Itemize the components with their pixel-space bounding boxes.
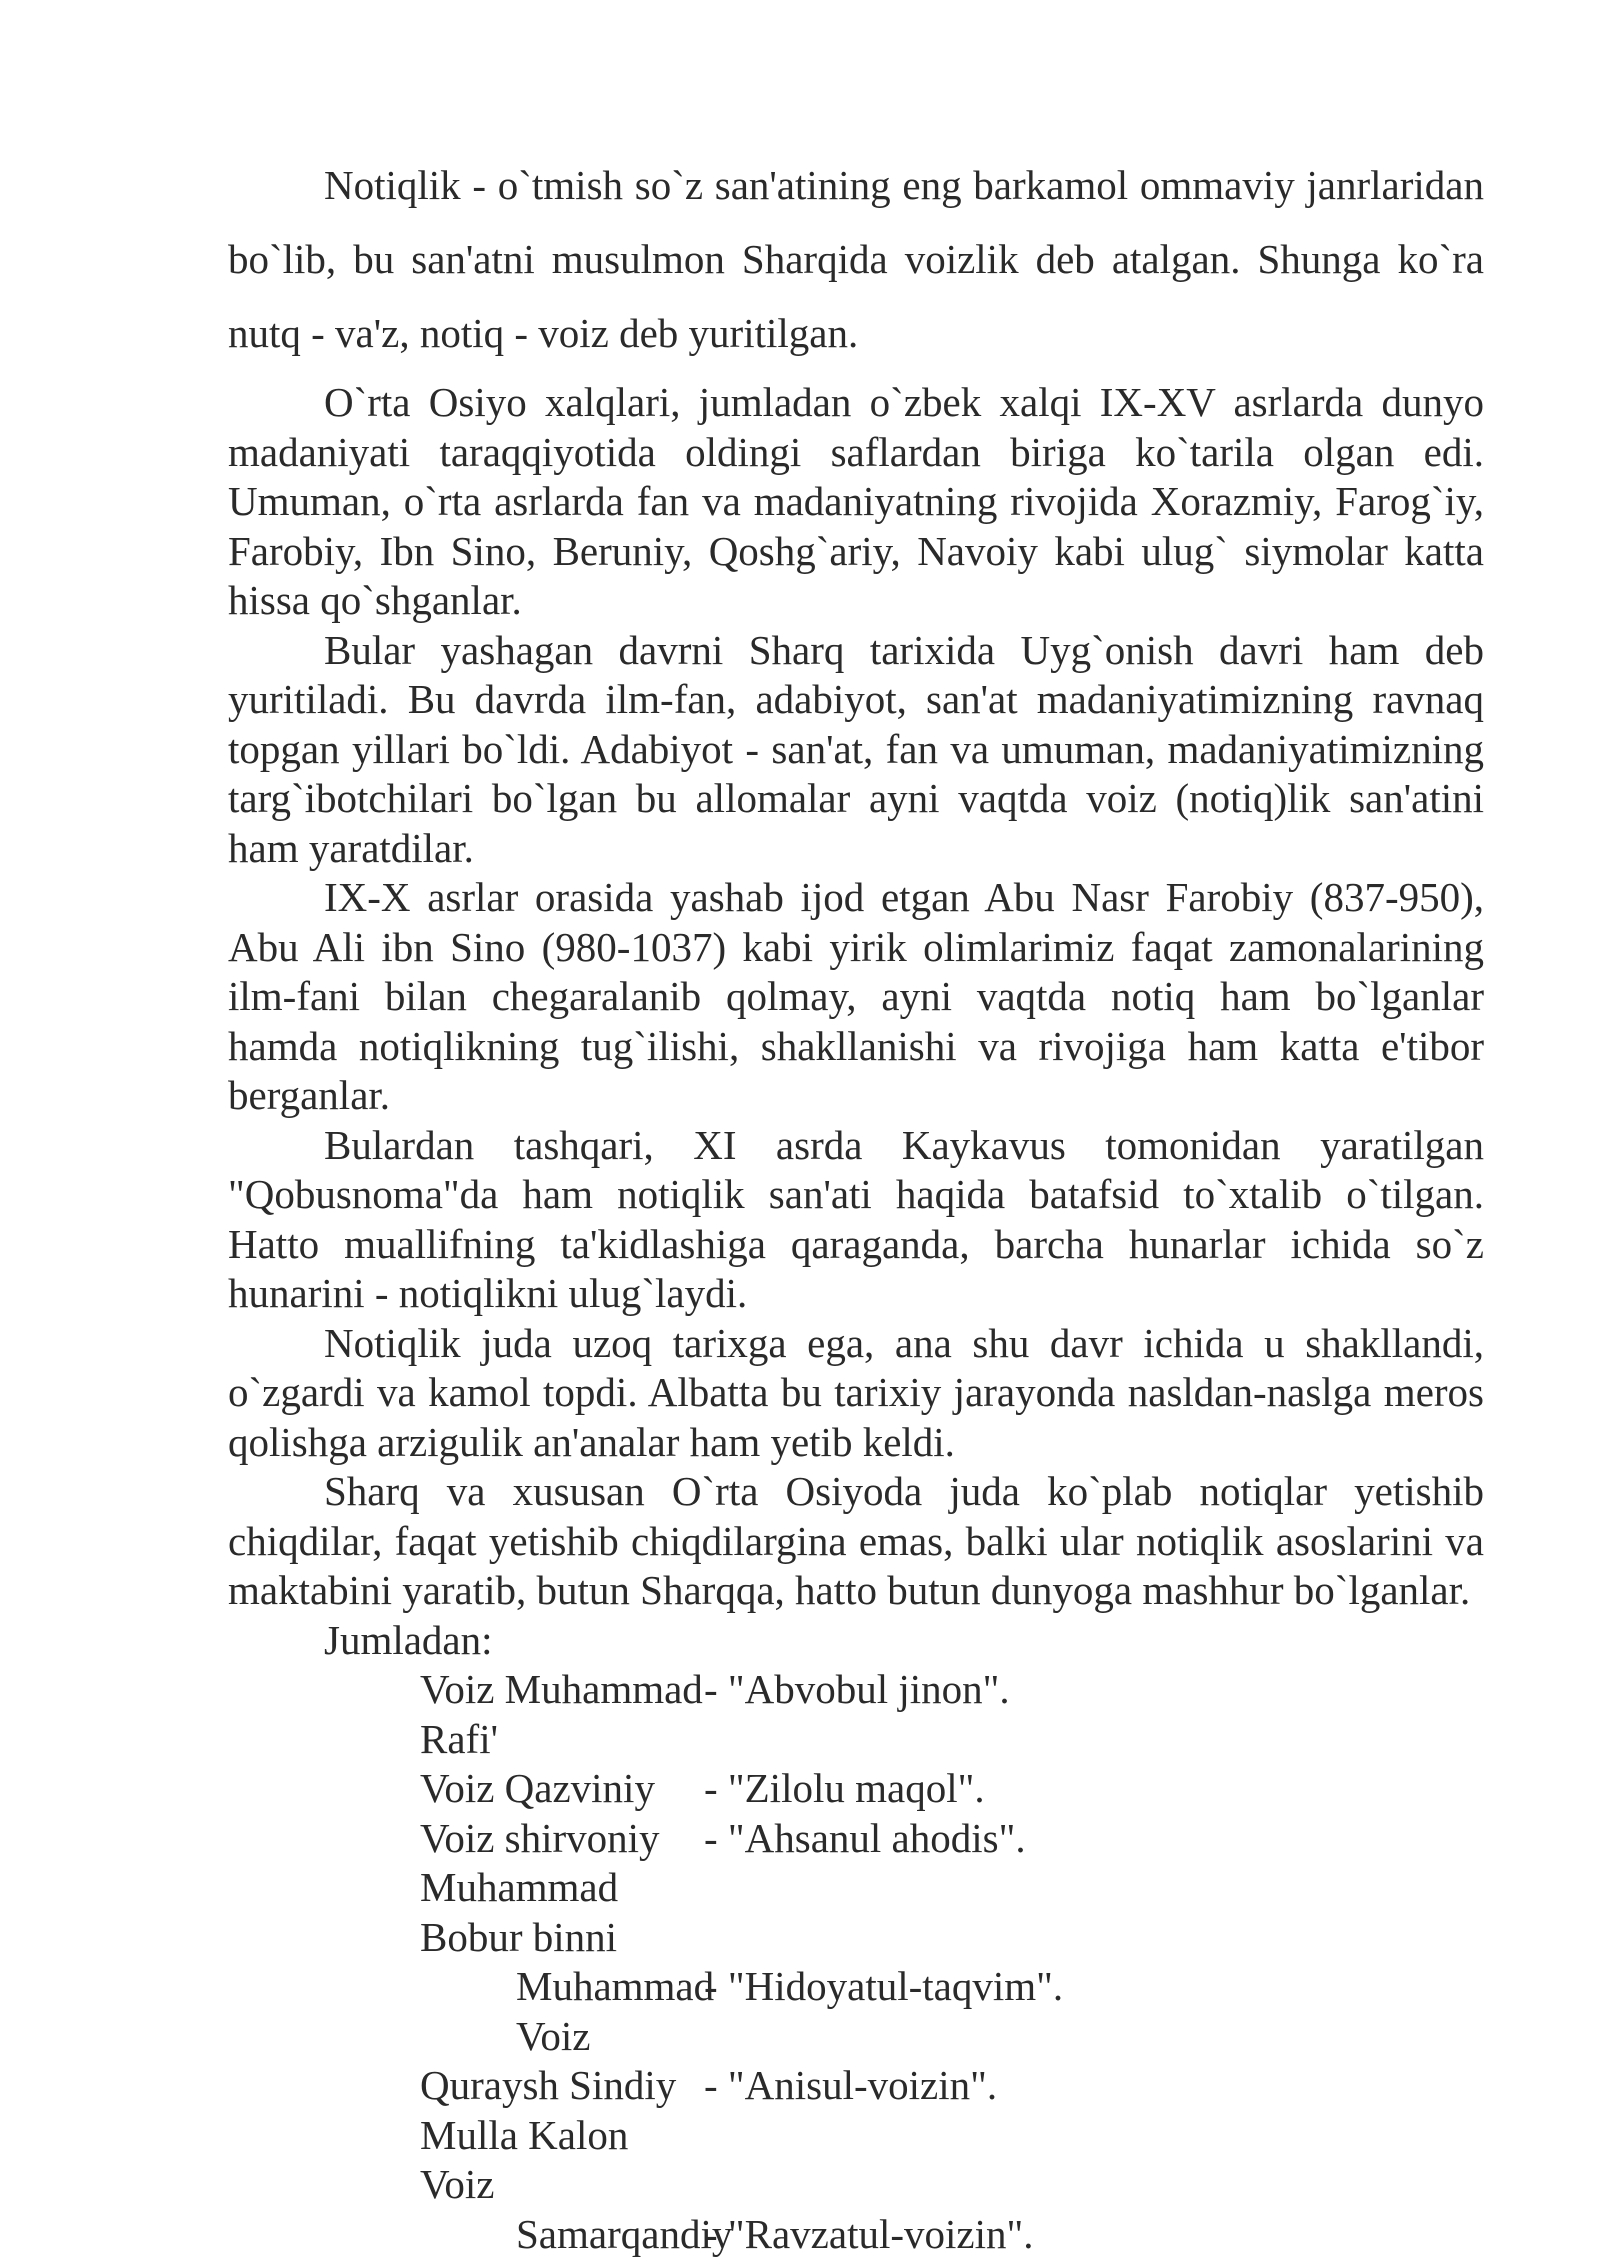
paragraph: O`rta Osiyo xalqlari, jumladan o`zbek xalqi IX-XV asrlarda dunyo madaniyati taraqqiyotida oldingi saflardan biriga ko`tarila olgan edi. Umuman, o`rta asrlarda fan va madaniyatning rivojida Xorazmiy, Farog`iy, Farobiy, Ibn Sino, Beruniy, Qoshg`ariy, Navoiy kabi ulug` siymolar katta hissa qo`shganlar.: [228, 379, 1484, 623]
author-name: Muhammad Voiz: [516, 1963, 715, 2059]
document-body: [228, 148, 1484, 2259]
paragraph: Bular yashagan davrni Sharq tarixida Uyg`onish davri ham deb yuritiladi. Bu davrda ilm-fan, adabiyot, san'at madaniyatimizning ravnaq topgan yillari bo`ldi. Adabiyot - san'at, fan va umuman, madaniyatimizning targ`ibotchilari bo`lgan bu allomalar ayni vaqtda voiz (notiq)lik san'atini ham yaratdilar.: [228, 626, 1484, 871]
list-item: [228, 1665, 1484, 1764]
author-name: Voiz Muhammad Rafi': [420, 1666, 703, 1762]
author-name: Quraysh Sindiy: [420, 2062, 677, 2108]
paragraph: IX-X asrlar orasida yashab ijod etgan Abu Nasr Farobiy (837-950), Abu Ali ibn Sino (980-1037) kabi yirik olimlarimiz faqat zamonalarining ilm-fani bilan chegaralanib qolmay, ayni vaqtda notiq ham bo`lganlar hamda notiqlikning tug`ilishi, shakllanishi va rivojiga ham katta e'tibor berganlar.: [228, 874, 1484, 1118]
list-intro: Jumladan:: [324, 1616, 493, 1663]
paragraph: Bulardan tashqari, XI asrda Kaykavus tomonidan yaratilgan "Qobusnoma"da ham notiqlik san'ati haqida batafsid to`xtalib o`tilgan. Hatto muallifning ta'kidlashiga qaraganda, barcha hunarlar ichida so`z hunarini - notiqlikni ulug`laydi.: [228, 1121, 1484, 1316]
list-item: [228, 2210, 1484, 2260]
work-title: - "Zilolu maqol".: [704, 1765, 985, 1811]
author-name: Voiz Qazviniy: [420, 1765, 655, 1811]
list-item: [228, 1962, 1484, 2061]
work-title: - "Anisul-voizin".: [704, 2062, 998, 2108]
author-name: Samarqandiy: [516, 2210, 733, 2257]
work-title: - "Ahsanul ahodis".: [704, 1814, 1026, 1861]
work-title: [704, 1863, 1484, 1962]
list-item: [228, 2061, 1484, 2111]
author-name: Voiz shirvoniy: [420, 1814, 660, 1861]
work-title: - "Hidoyatul-taqvim".: [704, 1963, 1064, 2009]
list-item: [228, 1863, 1484, 1962]
works-list: [228, 1665, 1484, 2259]
list-item: [228, 1764, 1484, 1814]
list-item: [228, 2111, 1484, 2210]
list-item: [228, 1814, 1484, 1864]
work-title: - "Ravzatul-voizin".: [704, 2210, 1034, 2257]
work-title: [704, 2111, 1484, 2210]
author-name: Muhammad Bobur binni: [420, 1864, 619, 1960]
paragraph: Notiqlik juda uzoq tarixga ega, ana shu davr ichida u shakllandi, o`zgardi va kamol topdi. Albatta bu tarixiy jarayonda nasldan-naslga meros qolishga arzigulik an'analar ham yetib keldi.: [228, 1319, 1484, 1465]
paragraph: Sharq va xususan O`rta Osiyoda juda ko`plab notiqlar yetishib chiqdilar, faqat yetishib chiqdilargina emas, balki ular notiqlik asoslarini va maktabini yaratib, butun Sharqqa, hatto butun dunyoga mashhur bo`lganlar.: [228, 1468, 1484, 1613]
paragraph-intro: Notiqlik - o`tmish so`z san'atining eng barkamol ommaviy janrlaridan bo`lib, bu san'atni musulmon Sharqida voizlik deb atalgan. Shunga ko`ra nutq - va'z, notiq - voiz deb yuritilgan.: [228, 162, 1484, 356]
work-title: - "Abvobul jinon".: [704, 1666, 1010, 1712]
author-name: Mulla Kalon Voiz: [420, 2111, 629, 2207]
